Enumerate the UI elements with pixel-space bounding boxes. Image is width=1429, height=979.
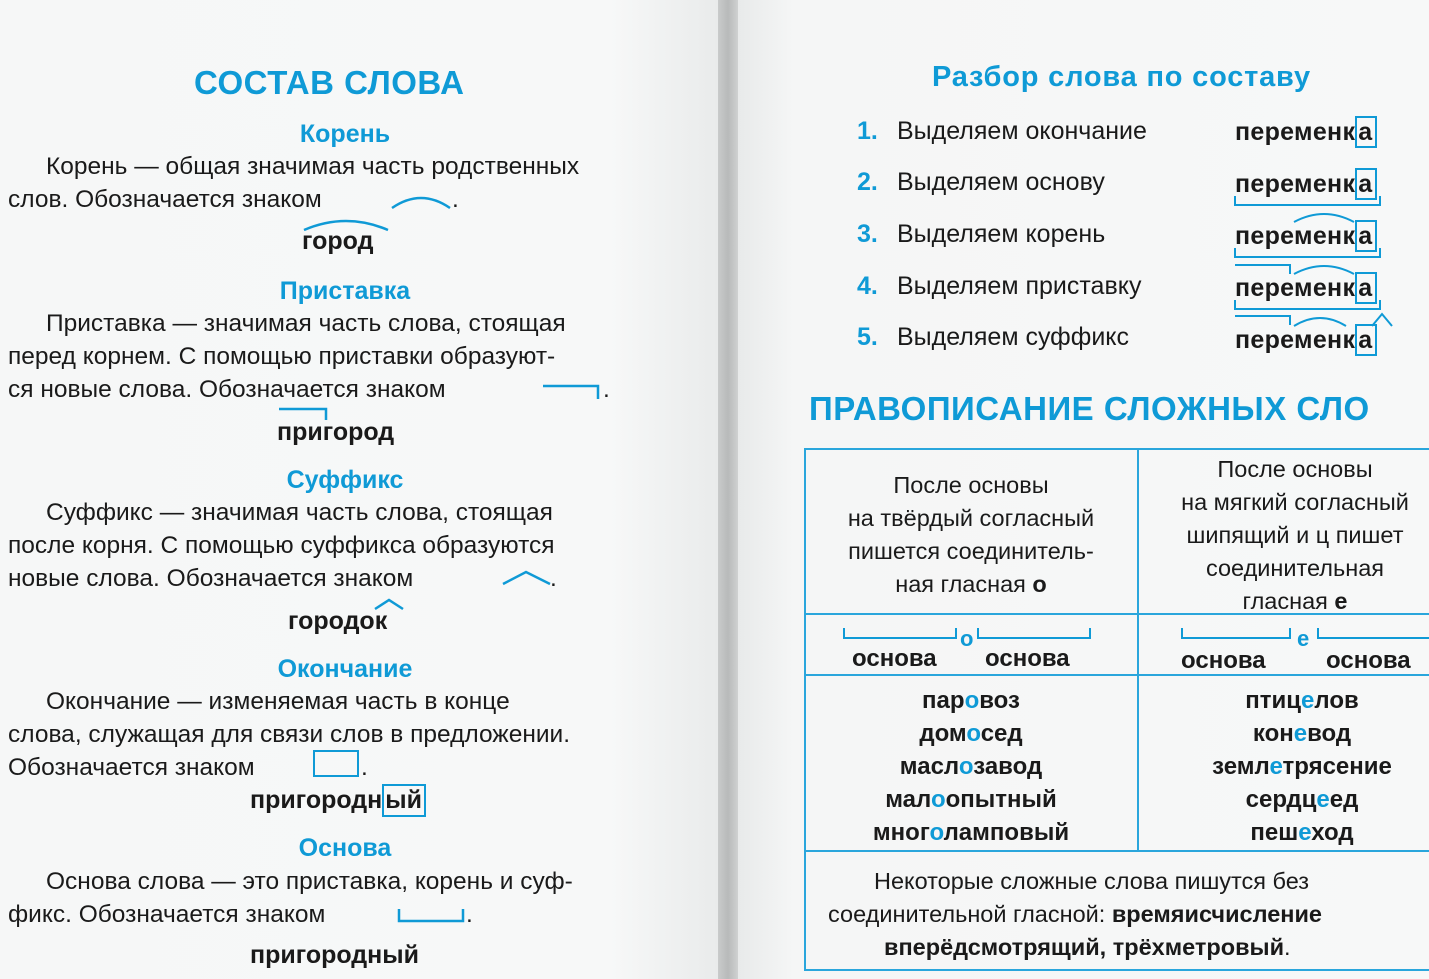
book-gutter: [718, 0, 738, 979]
page-title: СОСТАВ СЛОВА: [194, 64, 465, 101]
col2-header: [1145, 453, 1429, 618]
prefix-period: .: [603, 376, 610, 403]
root-line-1: Корень — общая значимая часть родственных: [46, 153, 580, 180]
col2-header-line-4: соединительная: [1205, 555, 1385, 581]
col1-stem-label-1: основа: [852, 645, 937, 672]
step-1-number: 1.: [857, 117, 878, 145]
word-part: птиц: [1245, 687, 1302, 714]
col2-header-vowel: е: [1334, 588, 1348, 614]
table-border-bottom: [804, 969, 1429, 971]
prefix-mark-icon: [540, 380, 604, 402]
stem-line-2: фикс. Обозначается знаком: [8, 901, 326, 928]
step-5-word: [1235, 326, 1377, 355]
word-part: ламповый: [943, 819, 1070, 846]
ending-mark-icon: [313, 750, 359, 777]
col2-stem-label-2: основа: [1326, 647, 1411, 674]
col1-header-line-3: пишется соединитель-: [848, 538, 1094, 564]
word-part: сед: [980, 720, 1023, 747]
ending-period: .: [361, 754, 368, 781]
heading-suffix: Суффикс: [286, 466, 404, 494]
table-border-top: [804, 448, 1429, 450]
step-2-text: Выделяем основу: [897, 168, 1105, 196]
col1-header-line-2: на твёрдый согласный: [847, 505, 1095, 531]
prefix-line-1: Приставка — значимая часть слова, стоящая: [46, 310, 566, 337]
step-1-word: [1235, 118, 1377, 147]
step-4-word-stem: переменк: [1235, 274, 1356, 302]
ending-line-3: Обозначается знаком: [8, 754, 255, 781]
ending-example-stem: пригородн: [250, 786, 383, 814]
step-5-word-stem: переменк: [1235, 326, 1356, 354]
word-part: ед: [1329, 786, 1359, 813]
stem-period: .: [466, 901, 473, 928]
step-2-stem-mark-icon: [1232, 193, 1402, 209]
suffix-line-1: Суффикс — значимая часть слова, стоящая: [46, 499, 553, 526]
root-line-2: слов. Обозначается знаком: [8, 186, 322, 213]
col1-header: [806, 469, 1136, 601]
word-part: кон: [1252, 720, 1294, 747]
word-part: земл: [1212, 753, 1270, 780]
step-4-text: Выделяем приставку: [897, 272, 1142, 300]
col1-word-1: [806, 684, 1136, 717]
connecting-vowel: о: [966, 720, 981, 747]
word-part: завод: [973, 753, 1043, 780]
heading-root: Корень: [299, 120, 391, 148]
stem-mark-icon: [396, 905, 468, 925]
ending-example-end: ый: [382, 784, 426, 817]
col2-header-text: гласная: [1242, 588, 1335, 614]
col2-header-line-2: на мягкий согласный: [1181, 489, 1409, 515]
word-part: ход: [1311, 819, 1354, 846]
col2-word-list: [1139, 684, 1429, 849]
step-2-word-end: а: [1355, 168, 1377, 200]
col1-word-4: [806, 783, 1136, 816]
word-part: трясение: [1282, 753, 1392, 780]
right-title: Разбор слова по составу: [932, 61, 1311, 93]
col1-word-2: [806, 717, 1136, 750]
step-5-word-end: а: [1355, 324, 1377, 356]
connecting-vowel: о: [929, 819, 944, 846]
word-part: сердц: [1245, 786, 1317, 813]
word-part: пеш: [1250, 819, 1299, 846]
col2-word-5: [1139, 816, 1429, 849]
prefix-line-3: ся новые слова. Обозначается знаком: [8, 376, 446, 403]
prefix-example: пригород: [277, 418, 395, 446]
stem-line-1: Основа слова — это приставка, корень и суф-: [46, 868, 573, 895]
note-line-2: [806, 898, 1429, 931]
connecting-vowel: е: [1301, 687, 1315, 714]
col2-word-3: [1139, 750, 1429, 783]
col2-header-line-5: [1145, 585, 1429, 618]
connecting-vowel: о: [964, 687, 980, 714]
step-5-number: 5.: [857, 323, 878, 351]
word-part: масл: [899, 753, 959, 780]
note-line-3-bold: вперёдсмотрящий, трёхметровый: [884, 934, 1285, 960]
step-2-number: 2.: [857, 168, 878, 196]
connecting-vowel: е: [1293, 720, 1308, 747]
connecting-vowel: о: [958, 753, 974, 780]
col1-word-5: [806, 816, 1136, 849]
word-part: лов: [1314, 687, 1359, 714]
col2-word-2: [1139, 717, 1429, 750]
root-period: .: [452, 186, 459, 213]
col2-word-1: [1139, 684, 1429, 717]
step-3-word-stem: переменк: [1235, 222, 1356, 250]
word-part: мал: [885, 786, 931, 813]
suffix-line-3: новые слова. Обозначается знаком: [8, 565, 414, 592]
step-3-number: 3.: [857, 220, 878, 248]
root-example: город: [302, 227, 374, 255]
col1-header-line-1: После основы: [893, 472, 1049, 498]
root-mark-icon: [388, 190, 458, 212]
suffix-line-2: после корня. С помощью суффикса образуются: [8, 532, 555, 559]
col2-header-line-3: шипящий и ц пишет: [1186, 522, 1404, 548]
connecting-vowel: о: [930, 786, 946, 813]
word-part: воз: [979, 687, 1020, 714]
right-title-2: ПРАВОПИСАНИЕ СЛОЖНЫХ СЛО: [809, 390, 1370, 427]
step-1-word-stem: переменк: [1235, 118, 1356, 146]
suffix-period: .: [550, 565, 557, 592]
note-line-2-plain: соединительной гласной:: [828, 901, 1112, 927]
col1-header-vowel: о: [1032, 571, 1047, 597]
step-1-text: Выделяем окончание: [897, 117, 1147, 145]
col1-word-3: [806, 750, 1136, 783]
col2-word-4: [1139, 783, 1429, 816]
step-4-number: 4.: [857, 272, 878, 300]
step-3-text: Выделяем корень: [897, 220, 1106, 248]
step-3-word-end: а: [1355, 220, 1377, 252]
heading-ending: Окончание: [277, 655, 413, 683]
word-part: опытный: [945, 786, 1057, 813]
step-2-word-stem: переменк: [1235, 170, 1356, 198]
prefix-line-2: перед корнем. С помощью приставки образуют-: [8, 343, 556, 370]
ending-example: [250, 786, 426, 815]
col2-header-line-1: После основы: [1217, 456, 1373, 482]
word-part: мног: [872, 819, 930, 846]
word-part: вод: [1307, 720, 1352, 747]
note-line-1: Некоторые сложные слова пишутся без: [874, 868, 1310, 894]
note-line-3: [806, 931, 1429, 964]
note-line-3-end: .: [1284, 934, 1291, 960]
step-4-word-end: а: [1355, 272, 1377, 304]
heading-stem: Основа: [298, 834, 392, 862]
step-1-word-end: а: [1355, 116, 1377, 148]
ending-line-1: Окончание — изменяемая часть в конце: [46, 688, 510, 715]
note-line-2-bold: времяисчисление: [1111, 901, 1322, 927]
col2-connector-vowel: е: [1297, 626, 1310, 651]
stem-example: пригородный: [250, 941, 419, 969]
heading-prefix: Приставка: [279, 277, 411, 305]
table-note: [806, 865, 1429, 964]
table-divider-3: [804, 850, 1429, 852]
ending-line-2: слова, служащая для связи слов в предложении.: [8, 721, 571, 748]
suffix-mark-icon: [500, 568, 554, 588]
col2-stem-label-1: основа: [1181, 647, 1266, 674]
col1-header-line-4: [806, 568, 1136, 601]
col1-stem-label-2: основа: [985, 645, 1070, 672]
word-part: пар: [922, 687, 965, 714]
col1-word-list: [806, 684, 1136, 849]
suffix-example: городок: [288, 607, 388, 635]
connecting-vowel: е: [1316, 786, 1330, 813]
col1-header-text: ная гласная: [895, 571, 1033, 597]
col1-connector-vowel: о: [960, 626, 974, 651]
connecting-vowel: е: [1269, 753, 1283, 780]
step-5-text: Выделяем суффикс: [897, 323, 1130, 351]
connecting-vowel: е: [1298, 819, 1312, 846]
word-part: дом: [919, 720, 967, 747]
